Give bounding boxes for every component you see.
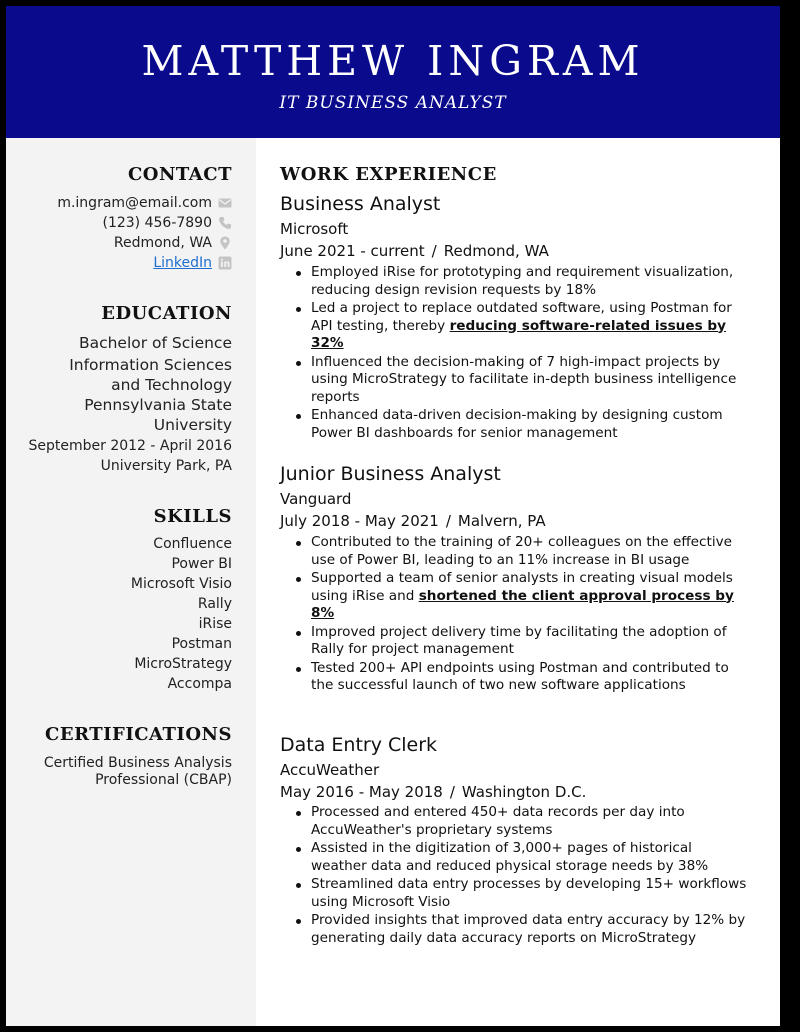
linkedin-link[interactable]: LinkedIn (153, 255, 212, 271)
skill-item: Microsoft Visio (130, 576, 232, 592)
skill-item: Accompa (167, 676, 232, 692)
work-experience-title: WORK EXPERIENCE (280, 164, 497, 185)
education-title: EDUCATION (101, 303, 232, 324)
map-pin-icon (218, 236, 232, 250)
resume-page (6, 6, 780, 1026)
job-bullets (280, 264, 751, 443)
sidebar (6, 138, 256, 1026)
highlight-link: reducing software-related issues by 32% (311, 317, 726, 351)
contact-title: CONTACT (127, 164, 232, 185)
candidate-role: IT BUSINESS ANALYST (279, 93, 507, 113)
skill-item: iRise (198, 616, 232, 632)
list-item: Led a project to replace outdated software, using Postman for API testing, thereby reducing software-related issues by 32% (311, 300, 751, 353)
skill-item: MicroStrategy (134, 656, 232, 672)
job-title: Junior Business Analyst (280, 463, 501, 485)
list-item: Tested 200+ API endpoints using Postman and contributed to the successful launch of two new software applications (311, 660, 751, 695)
contact-phone-row (103, 214, 233, 232)
list-item: Employed iRise for prototyping and requirement visualization, reducing design revision requests by 18% (311, 264, 751, 299)
contact-location: Redmond, WA (113, 235, 212, 251)
skill-item: Rally (197, 596, 232, 612)
highlight-link: shortened the client approval process by 8% (311, 587, 734, 621)
list-item: Contributed to the training of 20+ colleagues on the effective use of Power BI, leading to an 11% increase in BI usage (311, 534, 751, 569)
contact-location-row (114, 234, 232, 252)
education-dates: September 2012 - April 2016 (28, 438, 232, 454)
education-line: Bachelor of Science (78, 334, 232, 352)
candidate-name: MATTHEW INGRAM (141, 37, 645, 85)
job-dates: May 2016 - May 2018 (280, 783, 443, 801)
skill-item: Confluence (153, 536, 232, 552)
list-item: Processed and entered 450+ data records per day into AccuWeather's proprietary systems (311, 804, 751, 839)
skill-item: Postman (171, 636, 232, 652)
education-line: and Technology (111, 376, 232, 394)
job-company: Microsoft (280, 220, 349, 238)
education-line: Pennsylvania State (84, 396, 232, 414)
list-item: Supported a team of senior analysts in creating visual models using iRise and shortened the client approval process by 8% (311, 570, 751, 623)
job-bullets (280, 804, 751, 948)
job-dates: July 2018 - May 2021 (280, 512, 439, 530)
job-bullets (280, 534, 751, 696)
list-item: Provided insights that improved data entry accuracy by 12% by generating daily data accuracy reports on MicroStrategy (311, 912, 751, 947)
education-line: Information Sciences (69, 356, 232, 374)
envelope-icon (218, 196, 232, 210)
job-dates-row: June 2021 - current / Redmond, WA (280, 242, 549, 260)
job-company: AccuWeather (280, 761, 380, 779)
job-location: Redmond, WA (443, 242, 549, 260)
skills-title: SKILLS (153, 506, 232, 527)
linkedin-icon (218, 256, 232, 270)
job-location: Washington D.C. (461, 783, 587, 801)
job-dates: June 2021 - current (280, 242, 425, 260)
contact-email[interactable]: m.ingram@email.com (57, 195, 212, 211)
job-dates-row: May 2016 - May 2018 / Washington D.C. (280, 783, 587, 801)
certification-line: Professional (CBAP) (95, 772, 232, 788)
resume-header (6, 6, 780, 138)
job-title: Data Entry Clerk (280, 734, 438, 756)
education-line: University (153, 416, 232, 434)
job-title: Business Analyst (280, 193, 441, 215)
contact-email-row (57, 194, 232, 212)
list-item: Influenced the decision-making of 7 high-impact projects by using MicroStrategy to facilitate in-depth business intelligence reports (311, 354, 751, 407)
contact-linkedin-row (153, 254, 232, 272)
certifications-title: CERTIFICATIONS (45, 724, 232, 745)
phone-icon (218, 216, 232, 230)
skill-item: Power BI (171, 556, 232, 572)
list-item: Improved project delivery time by facilitating the adoption of Rally for project management (311, 624, 751, 659)
list-item: Enhanced data-driven decision-making by designing custom Power BI dashboards for senior management (311, 407, 751, 442)
job-location: Malvern, PA (457, 512, 546, 530)
education-location: University Park, PA (100, 458, 232, 474)
list-item: Streamlined data entry processes by developing 15+ workflows using Microsoft Visio (311, 876, 751, 911)
list-item: Assisted in the digitization of 3,000+ pages of historical weather data and reduced physical storage needs by 38% (311, 840, 751, 875)
job-company: Vanguard (280, 490, 352, 508)
certification-line: Certified Business Analysis (43, 755, 232, 771)
contact-phone: (123) 456-7890 (102, 215, 212, 231)
job-dates-row: July 2018 - May 2021 / Malvern, PA (280, 512, 546, 530)
